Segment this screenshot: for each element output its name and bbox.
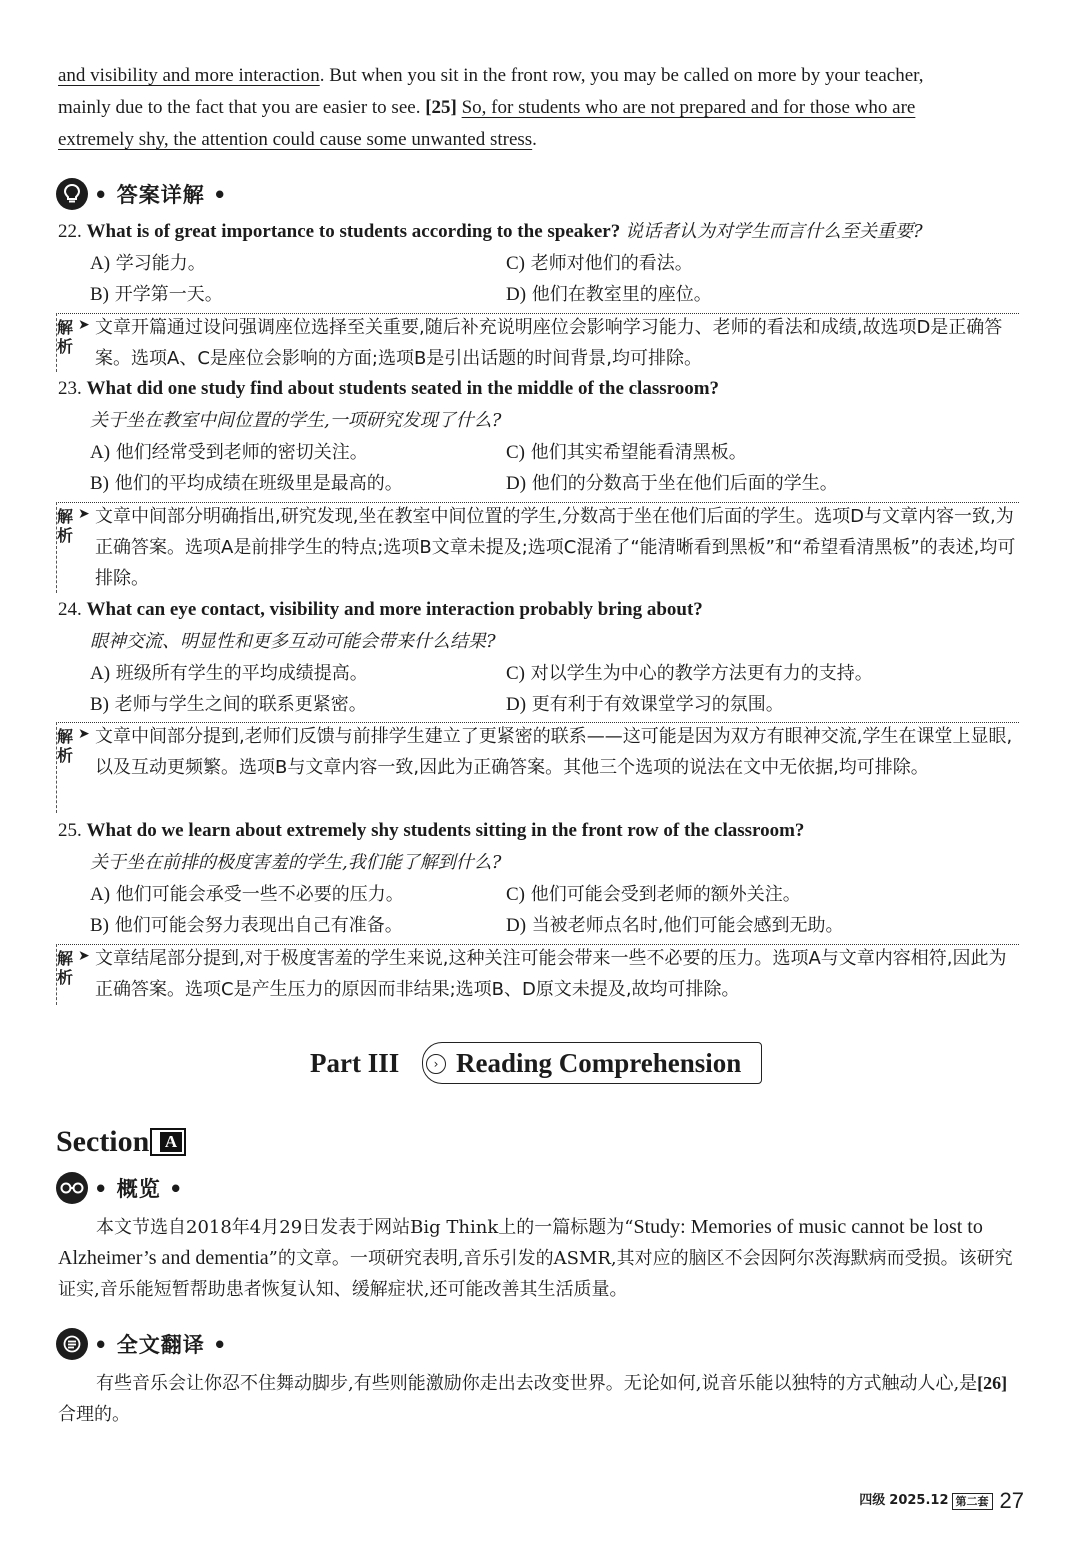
passage-text: mainly due to the fact that you are easier to see. [58, 97, 426, 118]
option-c: C) 他们可能会受到老师的额外关注。 [506, 884, 801, 905]
option-d: D) 更有利于有效课堂学习的氛围。 [506, 694, 784, 715]
analysis-block-25 [56, 944, 1019, 1005]
analysis-label: 解析 [57, 949, 77, 987]
passage-line-3 [58, 124, 1023, 156]
answer-section-heading [56, 176, 227, 212]
option-b: B) 他们可能会努力表现出自己有准备。 [90, 915, 403, 936]
question-text-en: What is of great importance to students according to the speaker? [86, 221, 621, 242]
arrow-icon: ➤ [78, 506, 90, 522]
question-text-en: What do we learn about extremely shy students sitting in the front row of the classroom? [86, 820, 805, 841]
option-d: D) 他们在教室里的座位。 [506, 284, 712, 305]
document-icon [56, 1328, 88, 1360]
analysis-text: 文章中间部分提到,老师们反馈与前排学生建立了更紧密的联系——这可能是因为双方有眼神交流,学生在课堂上显眼,以及互动更频繁。选项B与文章内容一致,因此为正确答案。其他三个选项的说法在文中无依据,均可排除。 [95, 726, 1013, 778]
passage-line-2 [58, 92, 1023, 124]
section-badge [150, 1128, 186, 1156]
part-label: Part III [310, 1048, 400, 1078]
question-24 [58, 595, 703, 625]
question-text-zh: 关于坐在教室中间位置的学生,一项研究发现了什么? [90, 410, 502, 431]
option-a: A) 他们可能会承受一些不必要的压力。 [90, 884, 404, 905]
analysis-text: 文章结尾部分提到,对于极度害羞的学生来说,这种关注可能会带来一些不必要的压力。选项A与文章内容相符,因此为正确答案。选项C是产生压力的原因而非结果;选项B、D原文未提及,故均可排除。 [95, 948, 1007, 1000]
arrow-icon: ➤ [78, 317, 90, 333]
page-number: 27 [999, 1488, 1024, 1513]
option-a: A) 学习能力。 [90, 253, 206, 274]
option-b: B) 他们的平均成绩在班级里是最高的。 [90, 473, 403, 494]
question-text-zh: 眼神交流、明显性和更多互动可能会带来什么结果? [90, 631, 496, 652]
footer-date: 2025.12 [889, 1493, 949, 1508]
translation-text: 有些音乐会让你忍不住舞动脚步,有些则能激励你走出去改变世界。无论如何,说音乐能以独特的方式触动人心,是[26]合理的。 [58, 1373, 1008, 1425]
option-a: A) 他们经常受到老师的密切关注。 [90, 442, 368, 463]
underlined-text: So, for students who are not prepared and for those who are [461, 97, 916, 118]
passage-text: . But when you sit in the front row, you may be called on more by your teacher, [319, 65, 924, 86]
question-25-zh [90, 848, 501, 878]
question-number: 23. [58, 378, 82, 399]
section-title: • 概览 • [94, 1177, 184, 1201]
option-c: C) 对以学生为中心的教学方法更有力的支持。 [506, 663, 873, 684]
translation-heading [56, 1326, 227, 1362]
footer-level: 四级 [859, 1493, 886, 1508]
glasses-icon [56, 1172, 88, 1204]
footer-issue: 第二套 [952, 1493, 993, 1510]
analysis-label: 解析 [57, 507, 77, 545]
section-title: • 全文翻译 • [94, 1333, 228, 1357]
part-title: Reading Comprehension [456, 1048, 742, 1078]
section-label: Section [56, 1125, 150, 1158]
page-footer [859, 1488, 1024, 1514]
question-number: 25. [58, 820, 82, 841]
question-23-zh [90, 406, 501, 436]
analysis-text: 文章开篇通过设问强调座位选择至关重要,随后补充说明座位会影响学习能力、老师的看法和成绩,故选项D是正确答案。选项A、C是座位会影响的方面;选项B是引出话题的时间背景,均可排除。 [95, 317, 1003, 369]
option-b: B) 老师与学生之间的联系更紧密。 [90, 694, 367, 715]
option-b: B) 开学第一天。 [90, 284, 223, 305]
underlined-text: extremely shy, the attention could cause some unwanted stress [58, 129, 533, 150]
option-c: C) 他们其实希望能看清黑板。 [506, 442, 747, 463]
question-number: 22. [58, 221, 82, 242]
question-22 [58, 217, 923, 247]
overview-text: 本文节选自2018年4月29日发表于网站Big Think上的一篇标题为“Study: Memories of music cannot be lost to Alzheimer’s and dementia”的文章。一项研究表明,音乐引发的ASMR,其对应的脑区不会因阿尔茨海默病而受损。该研究证实,音乐能短暂帮助患者恢复认知、缓解症状,还可能改善其生活质量。 [58, 1216, 1013, 1300]
question-number: 24. [58, 599, 82, 620]
passage-text: . [532, 129, 537, 150]
passage-line-1 [58, 60, 1023, 92]
section-letter: A [160, 1132, 182, 1152]
option-c: C) 老师对他们的看法。 [506, 253, 693, 274]
arrow-icon: ➤ [78, 948, 90, 964]
question-text-en: What did one study find about students seated in the middle of the classroom? [86, 378, 720, 399]
question-marker: [25] [425, 97, 457, 118]
analysis-label: 解析 [57, 318, 77, 356]
question-25 [58, 816, 804, 846]
question-text-zh: 关于坐在前排的极度害羞的学生,我们能了解到什么? [90, 852, 502, 873]
analysis-block-24 [56, 722, 1019, 813]
option-a: A) 班级所有学生的平均成绩提高。 [90, 663, 368, 684]
analysis-block-22 [56, 313, 1019, 372]
lightbulb-icon [56, 178, 88, 210]
underlined-text: and visibility and more interaction [58, 65, 320, 86]
option-d: D) 当被老师点名时,他们可能会感到无助。 [506, 915, 844, 936]
analysis-block-23 [56, 502, 1019, 593]
analysis-label: 解析 [57, 727, 77, 765]
question-24-zh [90, 627, 496, 657]
chevron-right-icon: › [426, 1054, 446, 1074]
section-title: • 答案详解 • [94, 183, 228, 207]
option-d: D) 他们的分数高于坐在他们后面的学生。 [506, 473, 838, 494]
question-23 [58, 374, 719, 404]
question-text-zh: 说话者认为对学生而言什么至关重要? [624, 221, 923, 242]
analysis-text: 文章中间部分明确指出,研究发现,坐在教室中间位置的学生,分数高于坐在他们后面的学生。选项D与文章内容一致,为正确答案。选项A是前排学生的特点;选项B文章未提及;选项C混淆了“能清晰看到黑板”和“希望看清黑板”的表述,均可排除。 [95, 506, 1016, 589]
arrow-icon: ➤ [78, 726, 90, 742]
question-text-en: What can eye contact, visibility and more interaction probably bring about? [86, 599, 703, 620]
overview-heading [56, 1170, 183, 1206]
